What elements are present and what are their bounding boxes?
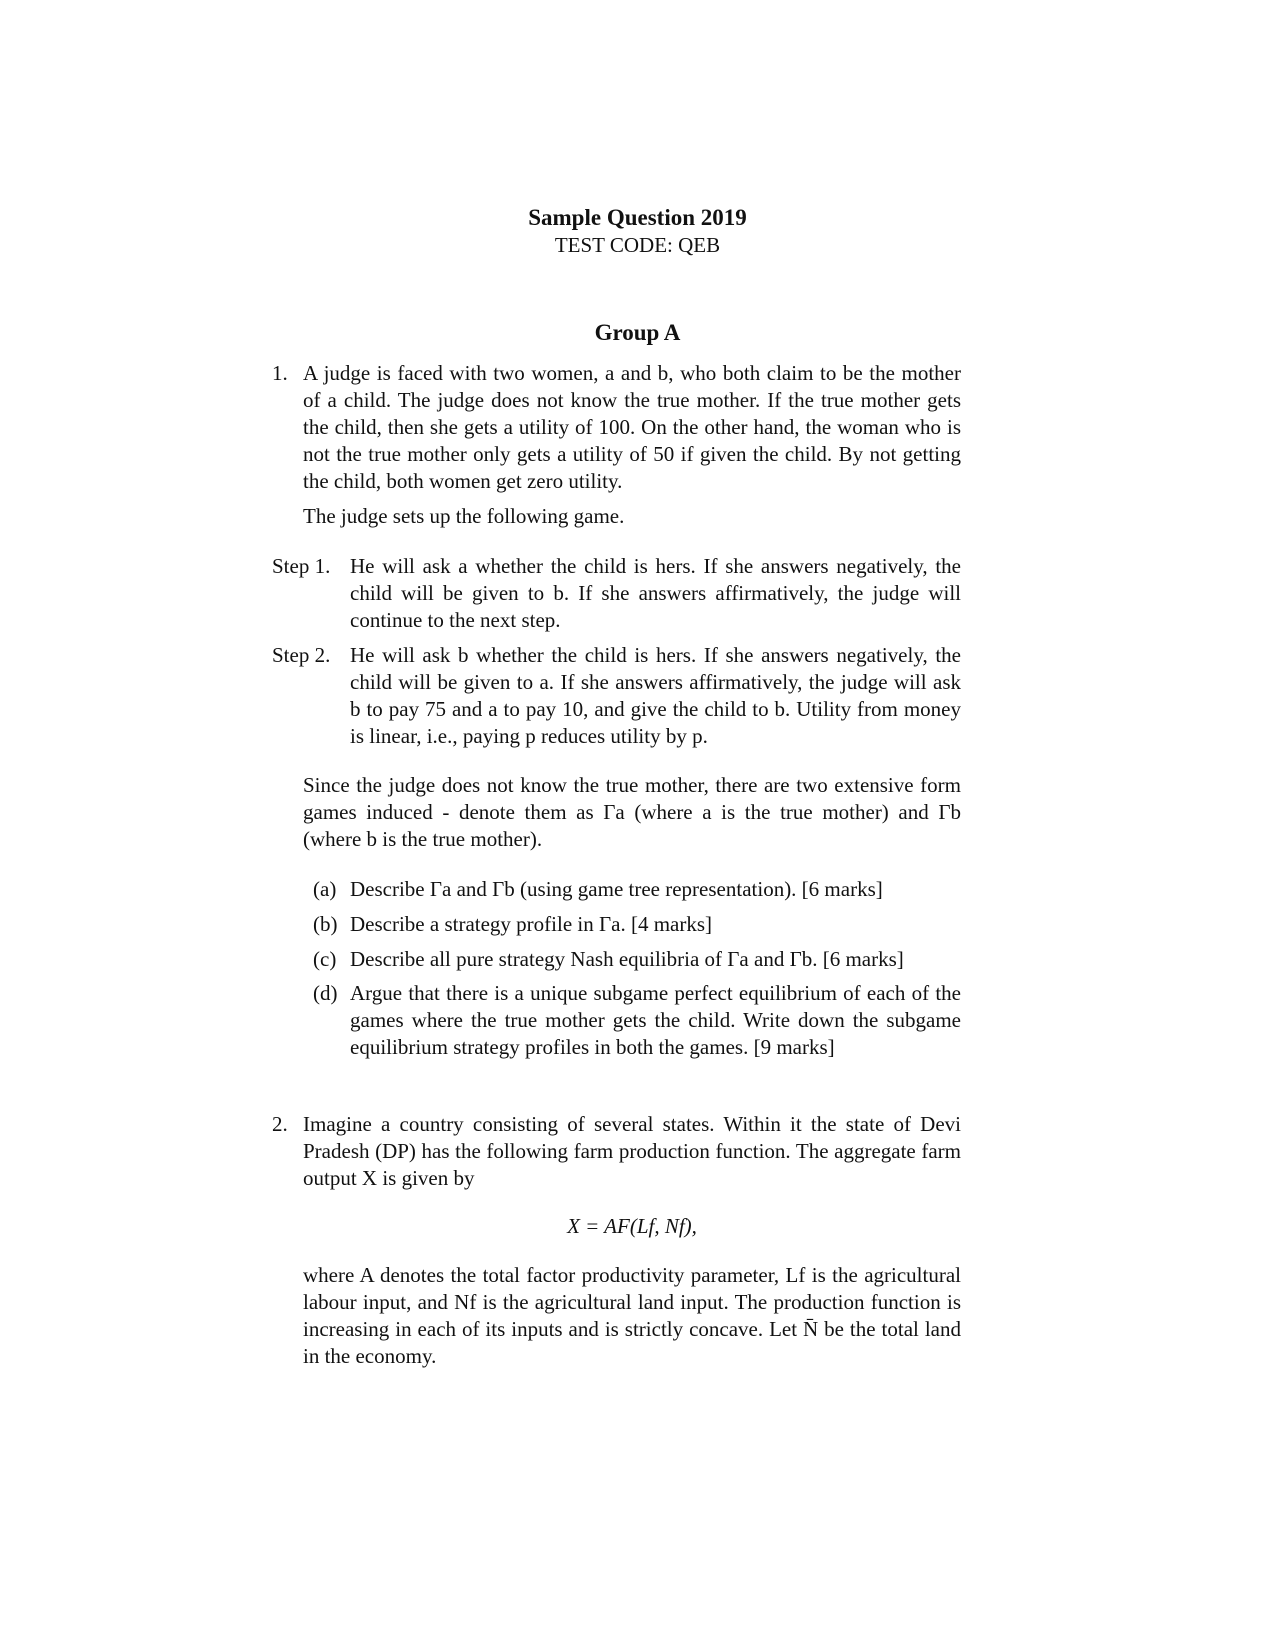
part-d-label: (d) — [313, 981, 338, 1005]
step-1-label: Step 1. — [272, 554, 331, 578]
production-equation: X = AF(Lf, Nf), — [567, 1214, 697, 1238]
question-2-intro: Imagine a country consisting of several states. Within it the state of Devi Pradesh (DP) has the following farm production function. The aggregate farm output X is given by — [303, 1112, 961, 1190]
part-c-label: (c) — [313, 947, 337, 971]
part-c-text: Describe all pure strategy Nash equilibria of Γa and Γb. [6 marks] — [350, 947, 904, 971]
test-code: TEST CODE: QEB — [554, 233, 721, 257]
step-2-label: Step 2. — [272, 643, 331, 667]
part-b-text: Describe a strategy profile in Γa. [4 marks] — [350, 912, 713, 936]
part-d-text: Argue that there is a unique subgame perfect equilibrium of each of the games where the true mother gets the child. Write down the subgame equilibrium strategy profiles in both the games. [9 marks] — [350, 981, 961, 1059]
question-2-where: where A denotes the total factor productivity parameter, Lf is the agricultural labour input, and Nf is the agricultural land input. The production function is increasing in each of its inputs and is strictly concave. Let N̄ be the total land in the economy. — [303, 1263, 961, 1368]
question-1-intro: A judge is faced with two women, a and b, who both claim to be the mother of a child. The judge does not know the true mother. If the true mother gets the child, then she gets a utility of 100. On the other hand, the woman who is not the true mother only gets a utility of 50 if given the child. By not getting the child, both women get zero utility. — [303, 361, 961, 493]
part-b-label: (b) — [313, 912, 338, 936]
question-1-number: 1. — [272, 361, 288, 385]
group-heading: Group A — [594, 320, 681, 345]
question-2-number: 2. — [272, 1112, 288, 1136]
part-a-label: (a) — [313, 877, 337, 901]
part-a-text: Describe Γa and Γb (using game tree representation). [6 marks] — [350, 877, 883, 901]
document-title: Sample Question 2019 — [528, 205, 747, 230]
step-1-text: He will ask a whether the child is hers. If she answers negatively, the child will be given to b. If she answers affirmatively, the judge will continue to the next step. — [350, 554, 961, 632]
question-1-since: Since the judge does not know the true mother, there are two extensive form games induced - denote them as Γa (where a is the true mother) and Γb (where b is the true mother). — [303, 773, 961, 851]
step-2-text: He will ask b whether the child is hers. If she answers negatively, the child will be given to a. If she answers affirmatively, the judge will ask b to pay 75 and a to pay 10, and give the child to b. Utility from money is linear, i.e., paying p reduces utility by p. — [350, 643, 961, 748]
question-1-setup: The judge sets up the following game. — [303, 504, 625, 528]
